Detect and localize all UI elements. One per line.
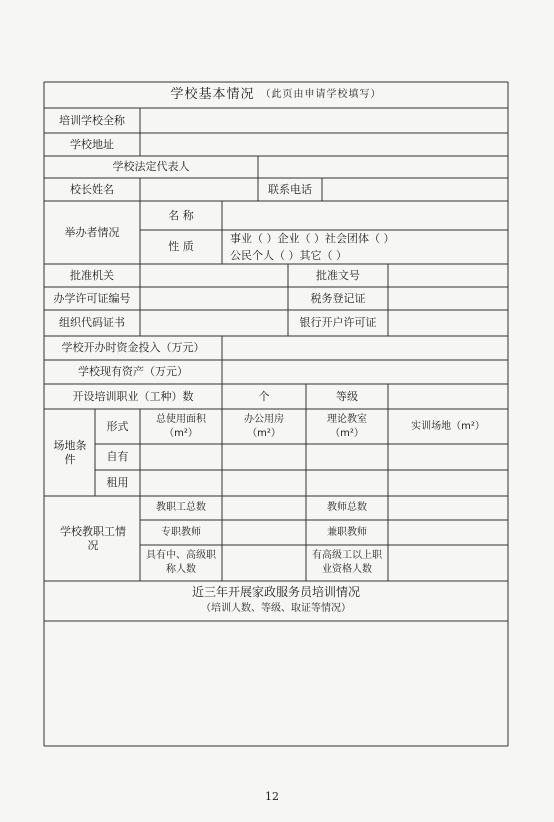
- count-unit-label: 个: [258, 389, 270, 403]
- initial-investment-label: 学校开办时资金投入（万元）: [61, 341, 205, 354]
- classroom-area-label: 理论教室（m²）: [327, 413, 367, 439]
- full-time-teachers-label: 专职教师: [161, 526, 201, 538]
- venue-form-label: 形式: [106, 419, 129, 433]
- total-area-label: 总使用面积（m²）: [156, 413, 206, 439]
- nature-options-line2: 公民个人（ ）其它（ ）: [230, 248, 347, 262]
- history-title: 近三年开展家政服务员培训情况: [191, 585, 360, 599]
- staff-label: 学校教职工情况: [60, 524, 126, 552]
- org-code-cert-label: 组织代码证书: [59, 316, 125, 329]
- tax-cert-label: 税务登记证: [310, 291, 366, 305]
- approval-doc-no-label: 批准文号: [316, 268, 360, 282]
- form-note: （此页由申请学校填写）: [260, 89, 382, 100]
- license-no-label: 办学许可证编号: [53, 291, 131, 305]
- occupations-count-label: 开设培训职业（工种）数: [72, 389, 194, 403]
- page-number: 12: [265, 790, 279, 803]
- grade-label: 等级: [336, 389, 358, 403]
- nature-options-line1: 事业（ ）企业（ ）社会团体（ ）: [230, 231, 395, 245]
- rented-label: 租用: [106, 476, 129, 489]
- venue-label: 场地条件: [53, 438, 87, 466]
- senior-workers-label: 有高级工以上职业资格人数: [312, 550, 382, 575]
- contact-phone-label: 联系电话: [268, 182, 312, 196]
- form-title: 学校基本情况: [170, 87, 255, 102]
- sponsor-name-label: 名 称: [168, 208, 194, 222]
- school-full-name-label: 培训学校全称: [59, 113, 125, 127]
- part-time-teachers-label: 兼职教师: [327, 526, 367, 538]
- school-address-label: 学校地址: [70, 137, 114, 151]
- total-teachers-label: 教师总数: [327, 502, 367, 513]
- approval-agency-label: 批准机关: [70, 268, 114, 282]
- history-subtitle: （培训人数、等级、取证等情况）: [201, 603, 351, 614]
- bank-permit-label: 银行开户许可证: [299, 316, 377, 329]
- senior-titles-label: 具有中、高级职称人数: [146, 550, 216, 575]
- form-header: [44, 82, 508, 108]
- office-area-label: 办公用房（m²）: [244, 413, 284, 439]
- current-assets-label: 学校现有资产（万元）: [78, 365, 188, 378]
- total-staff-label: 教职工总数: [156, 502, 206, 513]
- legal-rep-label: 学校法定代表人: [112, 160, 190, 173]
- owned-label: 自有: [106, 450, 129, 463]
- training-site-label: 实训场地（m²）: [411, 420, 485, 432]
- sponsor-label: 举办者情况: [64, 225, 120, 239]
- principal-name-label: 校长姓名: [70, 182, 114, 196]
- sponsor-nature-label: 性 质: [168, 240, 194, 253]
